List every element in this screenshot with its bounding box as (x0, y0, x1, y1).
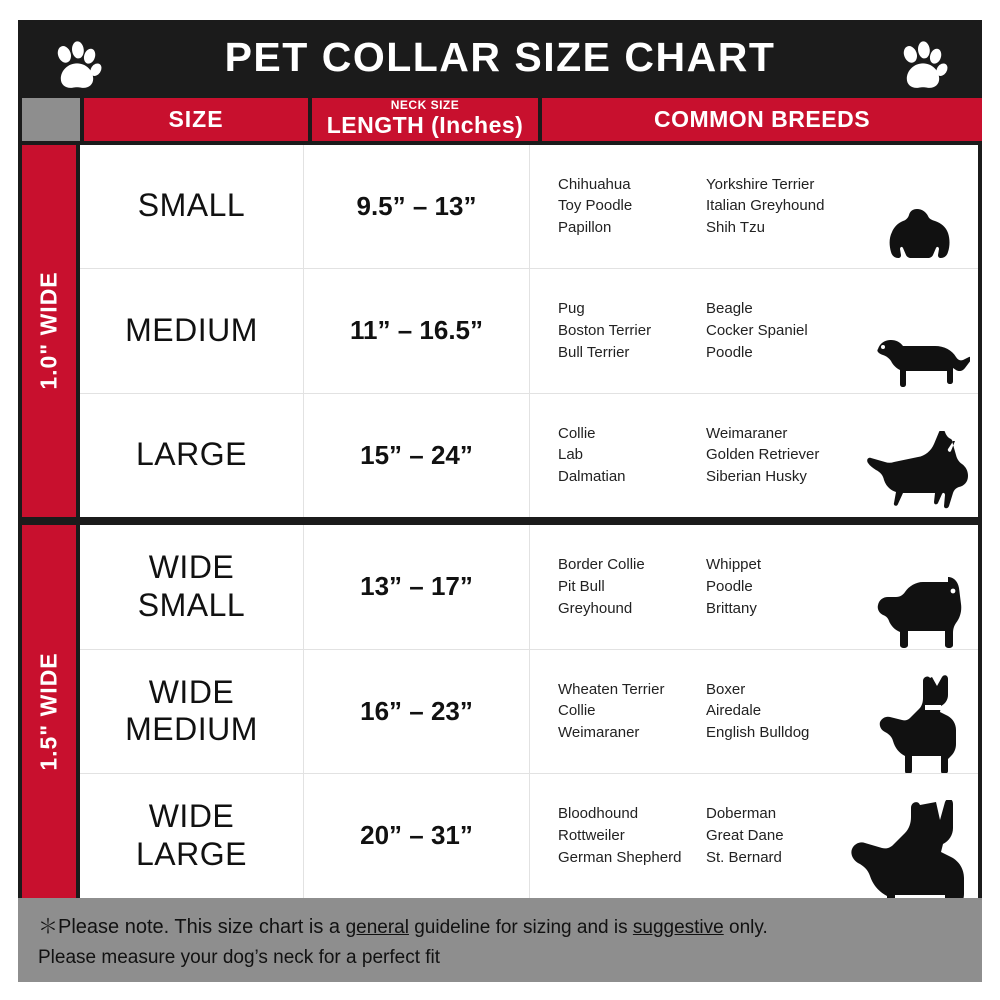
group-label-1-5-wide: 1.5" WIDE (22, 525, 76, 898)
cell-size (80, 525, 304, 649)
page-title: PET COLLAR SIZE CHART (224, 33, 776, 80)
table-row (80, 650, 978, 775)
footer-note-post: only. (723, 916, 768, 938)
cell-length: 11” – 16.5” (304, 269, 530, 393)
cell-length: 9.5” – 13” (304, 145, 530, 269)
shepherd-silhouette (860, 394, 970, 518)
footer-line-2: Please measure your dog’s neck for a perfect fit (38, 946, 441, 968)
cell-size (80, 650, 304, 774)
footer-note (18, 898, 982, 982)
dachshund-silhouette (866, 269, 970, 393)
footer-underline-suggestive: suggestive (632, 916, 724, 938)
size-label: MEDIUM (125, 311, 258, 348)
cell-length: 13” – 17” (304, 525, 530, 649)
paw-print-icon (50, 40, 104, 94)
size-chart-sheet (18, 20, 982, 982)
footer-note-prefix: ＊Please note. This size chart is a (38, 915, 346, 938)
table-rows (80, 145, 978, 898)
breeds-column-b: Beagle Cocker Spaniel Poodle (706, 300, 808, 361)
cell-size (80, 269, 304, 393)
cell-length: 20” – 31” (304, 774, 530, 898)
cell-breeds (530, 525, 978, 649)
size-label: WIDE (148, 798, 235, 835)
breeds-column-a: Collie Lab Dalmatian (558, 424, 626, 486)
bulldog-silhouette (870, 525, 970, 649)
size-label-line2: LARGE (136, 835, 247, 872)
table-row (80, 145, 978, 270)
breeds-column-b: Boxer Airedale English Bulldog (706, 680, 810, 742)
pomeranian-silhouette (878, 145, 970, 269)
footer-note-mid: guideline for sizing and is (408, 916, 633, 938)
cell-length: 16” – 23” (304, 650, 530, 774)
width-group-rail (22, 145, 76, 898)
column-header-length (312, 98, 538, 140)
cell-breeds (530, 394, 978, 518)
footer-line-1 (38, 912, 960, 943)
breeds-column-a: Border Collie Pit Bull Greyhound (558, 556, 645, 617)
breeds-column-b: Doberman Great Dane St. Bernard (706, 805, 784, 866)
corner-cell (22, 98, 80, 140)
size-label: WIDE (148, 673, 235, 710)
column-header-length-sub: NECK SIZE (390, 98, 460, 113)
doberman-silhouette (840, 792, 970, 898)
breeds-column-a: Bloodhound Rottweiler German Shepherd (558, 805, 682, 866)
cell-length: 15” – 24” (304, 394, 530, 518)
size-label: WIDE (148, 549, 235, 586)
table-row (80, 394, 978, 526)
breeds-column-b: Yorkshire Terrier Italian Greyhound Shih Tzu (706, 175, 825, 237)
cell-breeds (530, 269, 978, 393)
cell-size (80, 394, 304, 518)
breeds-column-b: Weimaraner Golden Retriever Siberian Husky (706, 424, 820, 486)
table-row (80, 269, 978, 394)
size-label: SMALL (137, 187, 246, 224)
breeds-column-b: Whippet Poodle Brittany (706, 556, 762, 617)
table-body (18, 145, 982, 898)
size-label-line2: SMALL (137, 586, 246, 623)
column-header-breeds: COMMON BREEDS (542, 98, 982, 140)
boxer-silhouette (866, 650, 970, 774)
cell-breeds (530, 774, 978, 898)
cell-breeds (530, 145, 978, 269)
cell-size (80, 145, 304, 269)
cell-size (80, 774, 304, 898)
breeds-column-a: Pug Boston Terrier Bull Terrier (558, 300, 652, 361)
table-column-headers (18, 94, 982, 144)
table-row (80, 774, 978, 898)
paw-print-icon (896, 40, 950, 94)
chart-header (18, 20, 982, 94)
column-header-size: SIZE (84, 98, 308, 140)
breeds-column-a: Chihuahua Toy Poodle Papillon (558, 175, 633, 237)
footer-underline-general: general (345, 916, 409, 938)
column-header-length-main: LENGTH (Inches) (326, 112, 524, 139)
cell-breeds (530, 650, 978, 774)
size-label-line2: MEDIUM (125, 711, 258, 748)
table-row (80, 525, 978, 650)
breeds-column-a: Wheaten Terrier Collie Weimaraner (558, 680, 665, 742)
size-label: LARGE (136, 436, 247, 473)
group-label-1-0-wide: 1.0" WIDE (22, 145, 76, 517)
